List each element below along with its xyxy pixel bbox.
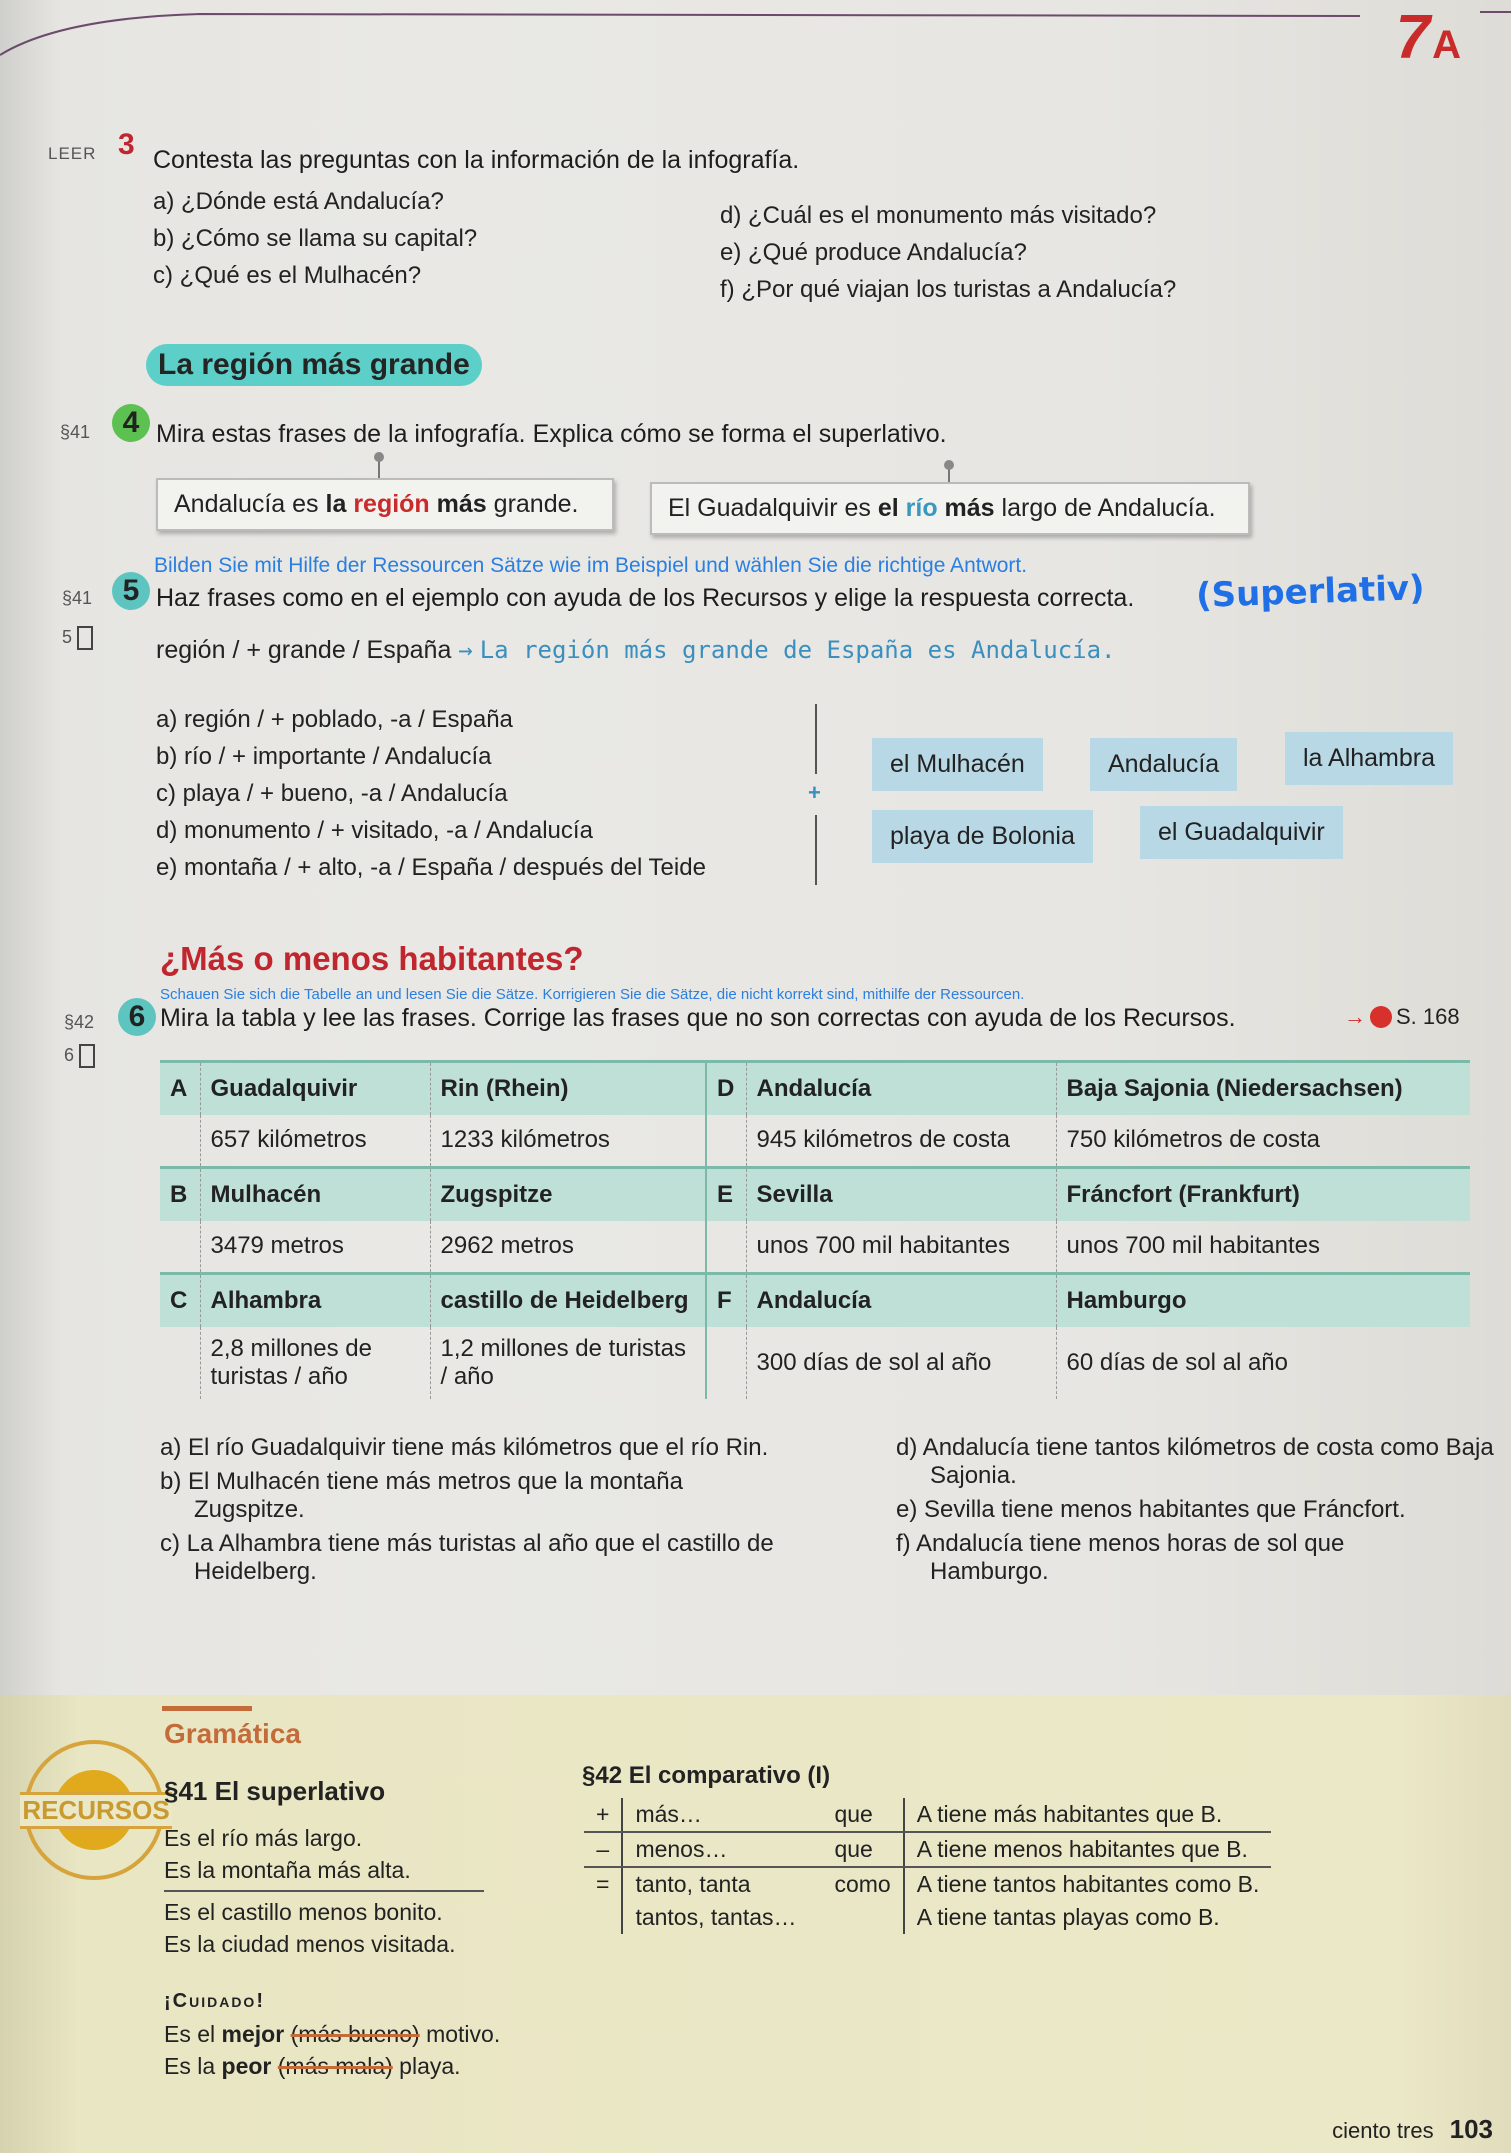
recursos-stamp-icon: RECURSOS: [24, 1740, 164, 1880]
exercise-instruction: Mira estas frases de la infografía. Explica cómo se forma el superlativo.: [156, 420, 947, 448]
question: e) ¿Qué produce Andalucía?: [720, 239, 1027, 266]
answer-chip: la Alhambra: [1285, 732, 1453, 785]
exercise-number: 4: [112, 404, 150, 442]
table-row: = tanto, tanta como A tiene tantos habitantes como B.: [584, 1867, 1271, 1901]
exercise-instruction: Haz frases como en el ejemplo con ayuda de los Recursos y elige la respuesta correcta.: [156, 584, 1135, 612]
table-row: tantos, tantas… A tiene tantas playas como B.: [584, 1901, 1271, 1934]
exercise-instruction: Contesta las preguntas con la información de la infografía.: [153, 146, 800, 174]
divider: [815, 815, 817, 885]
comparative-heading: §42 El comparativo (I): [582, 1762, 831, 1789]
divider: [815, 704, 817, 774]
table-row: B Mulhacén Zugspitze E Sevilla Fráncfort (Frankfurt): [160, 1168, 1470, 1221]
question: b) ¿Cómo se llama su capital?: [153, 225, 478, 252]
table-row: C Alhambra castillo de Heidelberg F Andalucía Hamburgo: [160, 1274, 1470, 1327]
prompt-item: d) monumento / + visitado, -a / Andalucía: [156, 817, 593, 844]
answer-chip: Andalucía: [1090, 738, 1237, 791]
prompt-list: [156, 706, 706, 891]
superlative-heading: §41 El superlativo: [164, 1776, 386, 1806]
red-dot-icon: [1370, 1006, 1392, 1028]
sentence: f) Andalucía tiene menos horas de sol que Hamburgo.: [896, 1530, 1345, 1585]
top-border-line: [0, 0, 1511, 60]
superlative-examples: Es el río más largo. Es la montaña más alta. Es el castillo menos bonito. Es la ciudad menos visitada.: [164, 1822, 484, 1960]
prompt-item: a) región / + poblado, -a / España: [156, 706, 513, 733]
page-link[interactable]: → S. 168: [1344, 1004, 1460, 1029]
answer-chip: playa de Bolonia: [872, 810, 1093, 863]
sentence: c) La Alhambra tiene más turistas al año que el castillo de Heidelberg.: [160, 1530, 774, 1585]
sentence: d) Andalucía tiene tantos kilómetros de costa como Baja Sajonia.: [896, 1434, 1494, 1489]
exercise-number: 3: [118, 128, 135, 161]
german-hint: Bilden Sie mit Hilfe der Ressourcen Sätze wie im Beispiel und wählen Sie die richtige Antwort.: [154, 554, 1028, 577]
sentence: b) El Mulhacén tiene más metros que la montaña Zugspitze.: [160, 1468, 683, 1523]
sentence-list-left: [160, 1434, 860, 1586]
comparative-table: [584, 1798, 1271, 1934]
sentence: e) Sevilla tiene menos habitantes que Fráncfort.: [896, 1496, 1406, 1523]
table-row: 3479 metros 2962 metros unos 700 mil habitantes unos 700 mil habitantes: [160, 1221, 1470, 1274]
table-row: A Guadalquivir Rin (Rhein) D Andalucía Baja Sajonia (Niedersachsen): [160, 1062, 1470, 1115]
grammar-ref: §41: [62, 588, 93, 608]
grammar-ref: §41: [60, 422, 91, 442]
prompt-item: e) montaña / + alto, -a / España / después del Teide: [156, 854, 706, 881]
question-list-right: [720, 202, 1176, 313]
caution-line: Es el mejor (más bueno) motivo.: [164, 2021, 501, 2047]
question: d) ¿Cuál es el monumento más visitado?: [720, 202, 1157, 229]
question: c) ¿Qué es el Mulhacén?: [153, 262, 422, 289]
skill-label: LEER: [48, 144, 97, 163]
prompt-item: c) playa / + bueno, -a / Andalucía: [156, 780, 508, 807]
table-row: 657 kilómetros 1233 kilómetros 945 kilómetros de costa 750 kilómetros de costa: [160, 1115, 1470, 1168]
exercise-number: 6: [118, 998, 156, 1036]
table-row: + más… que A tiene más habitantes que B.: [584, 1798, 1271, 1832]
answer-chip: el Guadalquivir: [1140, 806, 1343, 859]
grammar-title: Gramática: [164, 1718, 301, 1749]
unit-number: 7: [1395, 3, 1431, 72]
handwritten-note: (Superlativ): [1195, 568, 1426, 616]
plus-sign: +: [808, 780, 821, 805]
table-row: 2,8 millones de turistas / año 1,2 millones de turistas / año 300 días de sol al año 60 días de sol al año: [160, 1327, 1470, 1399]
caution-line: Es la peor (más mala) playa.: [164, 2053, 461, 2079]
exercise-number: 5: [112, 572, 150, 610]
section-title: La región más grande: [146, 344, 482, 386]
quote-box: Andalucía es la región más grande.: [156, 478, 614, 531]
workbook-icon: [79, 1044, 95, 1068]
sentence-list-right: [896, 1434, 1496, 1586]
workbook-ref: 5: [62, 626, 93, 650]
grammar-ref: §42: [64, 1012, 95, 1032]
question: a) ¿Dónde está Andalucía?: [153, 188, 444, 215]
workbook-ref: 6: [64, 1044, 95, 1068]
exercise-instruction: Mira la tabla y lee las frases. Corrige las frases que no son correctas con ayuda de los Recursos.: [160, 1004, 1236, 1032]
unit-badge: [1396, 2, 1461, 73]
section-title: ¿Más o menos habitantes?: [160, 940, 584, 977]
question-list-left: [153, 188, 477, 299]
question: f) ¿Por qué viajan los turistas a Andalucía?: [720, 276, 1177, 303]
unit-letter: A: [1432, 23, 1461, 67]
quote-box: El Guadalquivir es el río más largo de Andalucía.: [650, 482, 1250, 535]
table-row: – menos… que A tiene menos habitantes que B.: [584, 1832, 1271, 1867]
page-footer: ciento tres 103: [1332, 2114, 1493, 2144]
arrow-right-icon: →: [1344, 1004, 1366, 1029]
prompt-item: b) río / + importante / Andalucía: [156, 743, 492, 770]
caution-title: ¡Cuidado!: [164, 1990, 265, 2012]
grammar-accent-bar: [162, 1706, 252, 1711]
workbook-icon: [77, 626, 93, 650]
comparison-table: [160, 1060, 1470, 1399]
answer-chip: el Mulhacén: [872, 738, 1043, 791]
example-line: región / + grande / España → La región más grande de España es Andalucía.: [156, 636, 1116, 664]
sentence: a) El río Guadalquivir tiene más kilómetros que el río Rin.: [160, 1434, 769, 1461]
german-hint: Schauen Sie sich die Tabelle an und lesen Sie die Sätze. Korrigieren Sie die Sätze, die nicht korrekt sind, mithilfe der Ressourcen.: [160, 986, 1025, 1003]
